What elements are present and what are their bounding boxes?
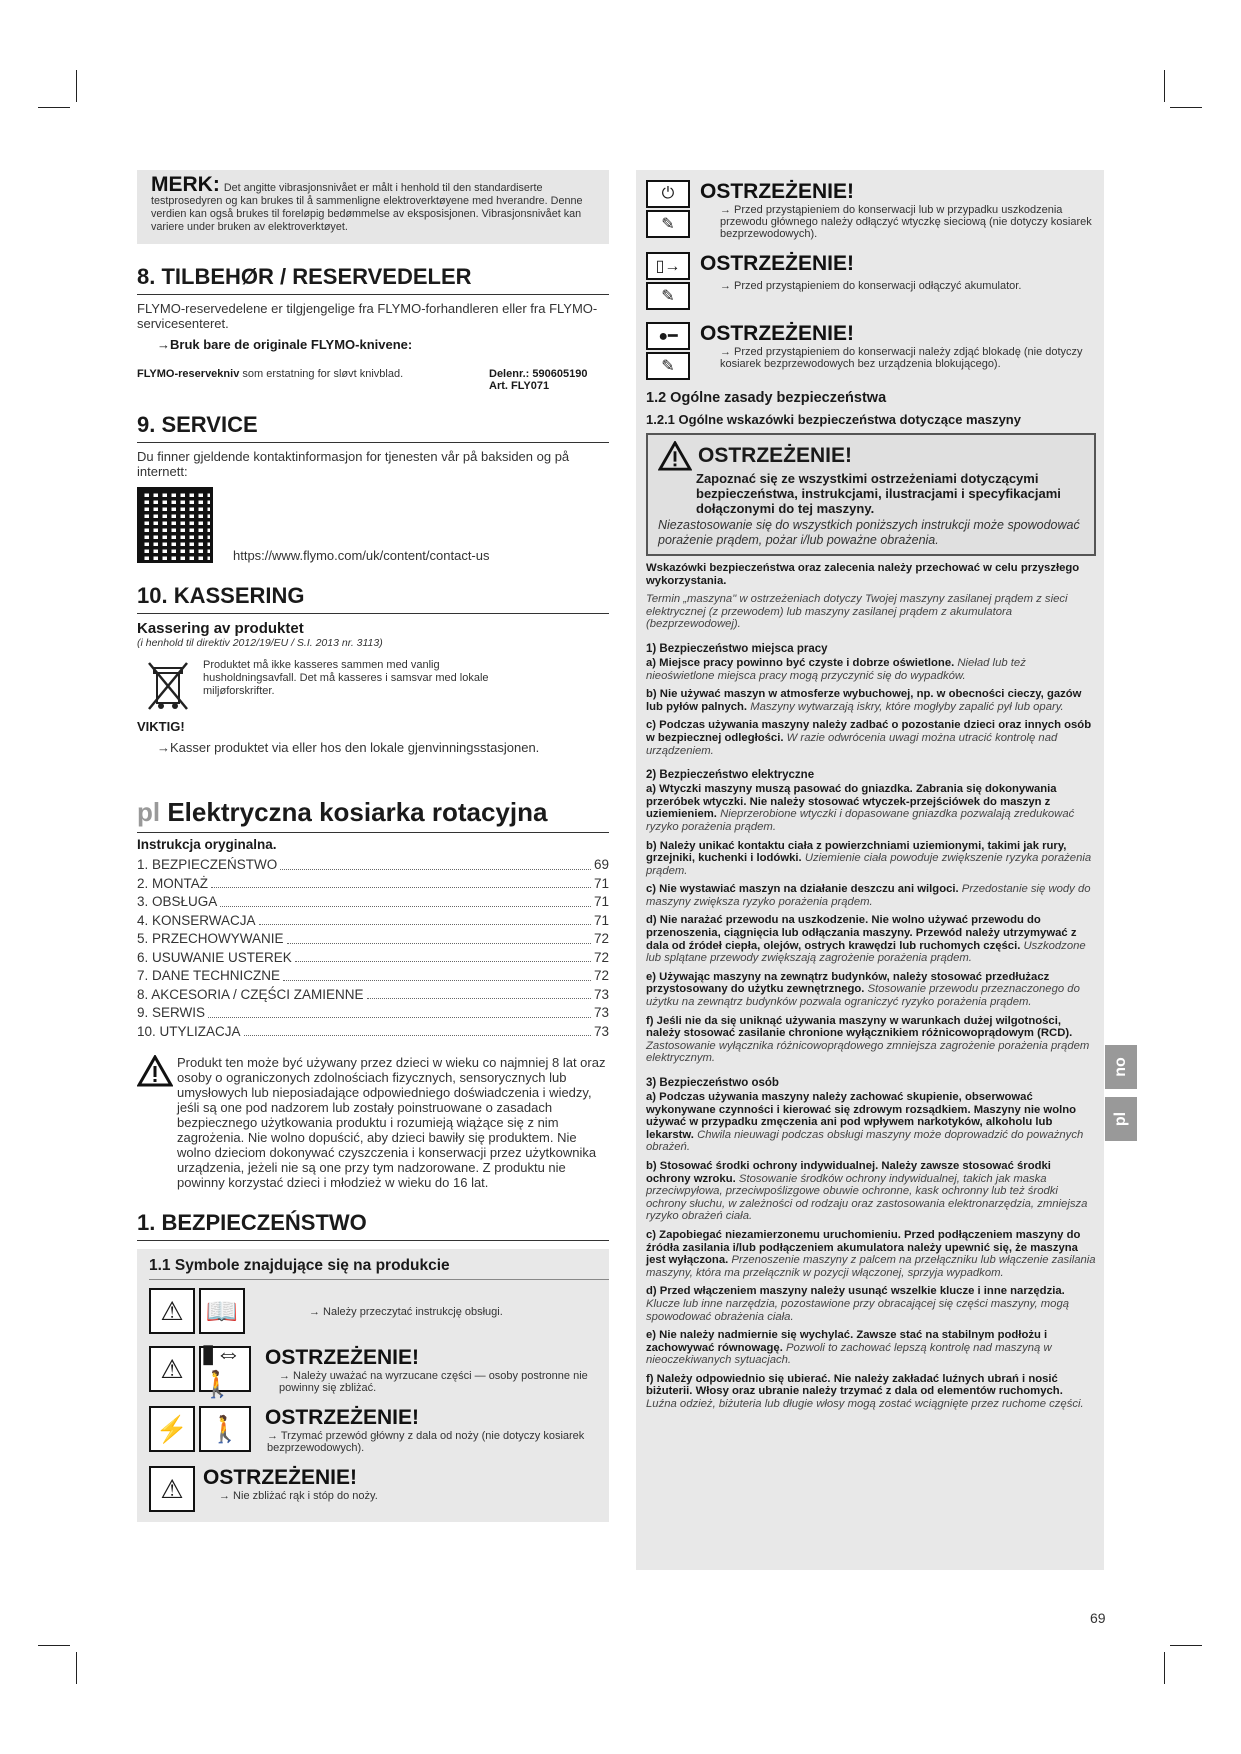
toc-leader	[295, 949, 591, 963]
p3d-italic: Klucze lub inne narzędzia, pozostawione przy obracającej się części maszyny, mogą spowodować obrażenia ciała.	[646, 1297, 1070, 1323]
p3b-bold: b) Stosować środki ochrony indywidualnej. Należy zawsze stosować środki ochrony wzroku.	[646, 1159, 1051, 1185]
general-warning-title: OSTRZEŻENIE!	[698, 444, 853, 467]
p3e-italic: Pozwoli to zachować lepszą kontrolę nad maszyną w nieoczekiwanych sytuacjach.	[646, 1341, 1052, 1367]
original-instructions: Instrukcja oryginalna.	[137, 837, 277, 852]
crop-mark	[38, 107, 70, 108]
crop-mark	[1170, 107, 1202, 108]
right-warning-1: OSTRZEŻENIE!	[700, 180, 855, 203]
toc-page: 73	[593, 986, 609, 1002]
section-8-title: 8. TILBEHØR / RESERVEDELER	[137, 264, 609, 295]
p1a-bold: a) Miejsce pracy powinno być czyste i dobrze oświetlone.	[646, 656, 955, 669]
section-9-title: 9. SERVICE	[137, 412, 609, 443]
disposal-directive: (i henhold til direktiv 2012/19/EU / S.I. 2013 nr. 3113)	[137, 637, 383, 649]
unplug-icon: ⏻	[646, 180, 690, 208]
keep-cable-away-icon: 🚶	[199, 1406, 251, 1452]
general-warning-italic: Niezastosowanie się do wszystkich poniższych instrukcji może spowodować porażenie prądem, pożar i/lub poważne obrażenia.	[658, 518, 1080, 547]
thrown-objects-icon: ⚠	[149, 1346, 195, 1392]
warning-triangle-icon	[658, 441, 692, 471]
disposal-arrow: →Kasser produktet via eller hos den lokale gjenvinningsstasjonen.	[157, 740, 540, 755]
general-warning-bold: Zapoznać się ze wszystkimi ostrzeżeniami dotyczącymi bezpieczeństwa, instrukcjami, ilustracjami i specyfikacjami dołączonymi do tej maszyny.	[696, 471, 1061, 516]
electric-shock-icon: ⚡	[149, 1406, 195, 1452]
p2f-italic: Zastosowanie wyłącznika różnicowoprądowego zmniejsza zagrożenie porażenia prądem elektrycznym.	[646, 1039, 1090, 1065]
crop-mark	[1164, 70, 1165, 102]
toc-item[interactable]	[137, 986, 609, 1005]
right-warning-3-text: → Przed przystąpieniem do konserwacji należy zdjąć blokadę (nie dotyczy kosiarek bezprzewodowych bez urządzenia blokującego).	[720, 346, 1083, 370]
toc-page: 73	[593, 1005, 609, 1020]
p1a-italic: Nieład lub też nieoświetlone miejsca pracy mogą przyczynić się do wypadków.	[646, 656, 1026, 682]
toc-leader	[283, 967, 591, 981]
section-9-text: Du finner gjeldende kontaktinformasjon for tjenesten vår på baksiden og på internett:	[137, 449, 570, 479]
toc-item[interactable]	[137, 893, 609, 912]
key-remove-icon: ●━	[646, 322, 690, 350]
p2c-bold: c) Nie wystawiać maszyn na działanie deszczu ani wilgoci.	[646, 883, 959, 896]
toc-leader	[280, 856, 591, 870]
general-warning-box	[646, 433, 1096, 556]
symbols-box	[137, 1249, 609, 1522]
keep-instructions: Wskazówki bezpieczeństwa oraz zalecenia należy przechować w celu przyszłego wykorzystania.	[646, 562, 1080, 587]
toc-page: 71	[593, 894, 609, 909]
children-warning: Produkt ten może być używany przez dzieci w wieku co najmniej 8 lat oraz osoby o ograniczonych zdolnościach fizycznych, sensorycznych lub umysłowych lub nieposiadające odpowiedniego doświadczenia i wiedzy, jeśli są one pod nadzorem lub zostały poinstruowane o zasadach bezpiecznego użytkowania produktu i rozumieją wiążące się z nim zagrożenia. Nie wolno dopuścić, aby dzieci bawiły się produktem. Nie wolno dzieciom dokonywać czyszczenia i konserwacji przez użytkownika urządzenia, jeżeli nie są one przy tym nadzorowane. Z produktu nie powinny korzystać dzieci i młodzież w wieku do 16 lat.	[177, 1055, 606, 1190]
maintenance-icon: ✎	[646, 352, 690, 380]
blade-hazard-icon: ⚠	[149, 1466, 195, 1512]
symbols-title: 1.1 Symbole znajdujące się na produkcie	[149, 1257, 609, 1280]
p2c-italic: Przedostanie się wody do maszyny zwiększa ryzyko porażenia prądem.	[646, 883, 1091, 908]
heading-workplace: 1) Bezpieczeństwo miejsca pracy	[646, 642, 828, 655]
toc-item[interactable]	[137, 912, 609, 931]
p3b-italic: Stosowanie środków ochrony indywidualnej, takich jak maska przeciwpyłowa, przeciwpoślizgowe obuwie ochronne, kask ochronny lub też środki ochrony słuchu, w zależności od rodzaju oraz zastosowania elektronarzędzia, zmniejsza ryzyko obrażeń ciała.	[646, 1172, 1088, 1223]
toc-leader	[208, 1004, 591, 1018]
toc-item[interactable]	[137, 875, 609, 894]
p2b-bold: b) Należy unikać kontaktu ciała z powierzchniami uziemionymi, takimi jak rury, grzejniki, kuchenki i lodówki.	[646, 839, 1067, 865]
disposal-subtitle: Kassering av produktet	[137, 620, 304, 637]
heading-electrical: 2) Bezpieczeństwo elektryczne	[646, 769, 815, 782]
p3a-bold: a) Podczas używania maszyny należy zachować skupienie, obserwować wykonywane czynności i kierować się zdrowym rozsądkiem. Maszyny nie wolno używać w przypadku zmęczenia ani pod wpływem narkotyków, alkoholu lub lekarstw.	[646, 1091, 1077, 1141]
service-url[interactable]: https://www.flymo.com/uk/content/contact-us	[233, 548, 490, 563]
bystanders-distance-icon: ▮⇔🚶	[199, 1346, 251, 1392]
toc-leader	[211, 875, 591, 889]
section-8-arrow: →Bruk bare de originale FLYMO-knivene:	[157, 337, 413, 352]
toc-page: 72	[593, 931, 609, 946]
toc-label: 7. DANE TECHNICZNE	[137, 968, 281, 983]
machine-term: Termin „maszyna" w ostrzeżeniach dotyczy Twojej maszyny zasilanej prądem z sieci elektrycznej (z przewodem) lub maszyny zasilanej prądem z akumulatora (bezprzewodowej).	[646, 593, 1068, 631]
toc-label: 9. SERWIS	[137, 1005, 206, 1020]
maintenance-icon: ✎	[646, 210, 690, 238]
p2a-bold: a) Wtyczki maszyny muszą pasować do gniazdka. Zabrania się dokonywania przeróbek wtyczki. Nie należy stosować wtyczek-przejściówek do maszyn z uziemieniem.	[646, 783, 1057, 821]
toc-page: 71	[593, 912, 609, 928]
p1c-bold: c) Podczas używania maszyny należy zadbać o pozostanie dzieci oraz innych osób w bezpiecznej odległości.	[646, 719, 1092, 744]
toc-label: 5. PRZECHOWYWANIE	[137, 931, 284, 946]
p3e-bold: e) Nie należy nadmiernie się wychylać. Zawsze stać na stabilnym podłożu i zachowywać równowagę.	[646, 1329, 1048, 1354]
symbol-2-warning: OSTRZEŻENIE!	[265, 1346, 420, 1369]
battery-remove-icon: ▯→	[646, 252, 690, 280]
right-column	[636, 170, 1104, 1570]
p2b-italic: Uziemienie ciała powoduje zwiększenie ryzyka porażenia prądem.	[646, 852, 1092, 877]
part-desc: som erstatning for sløvt knivblad.	[242, 368, 404, 380]
warning-triangle-icon	[137, 1055, 173, 1087]
section-1-title: 1. BEZPIECZEŃSTWO	[137, 1210, 609, 1241]
toc-leader	[367, 986, 591, 1000]
left-column	[137, 170, 609, 1522]
toc-page: 73	[593, 1023, 609, 1039]
symbol-1-text: → Należy przeczytać instrukcję obsługi.	[309, 1306, 503, 1318]
viktig-label: VIKTIG!	[137, 719, 185, 734]
pl-title-text: Elektryczna kosiarka rotacyjna	[167, 797, 548, 827]
toc-leader	[287, 930, 591, 944]
right-warning-1-text: → Przed przystąpieniem do konserwacji lub w przypadku uszkodzenia przewodu głównego należy odłączyć wtyczkę sieciową (nie dotyczy kosiarek bezprzewodowych).	[720, 204, 1092, 240]
lang-code: pl	[137, 797, 161, 827]
toc-label: 3. OBSŁUGA	[137, 894, 218, 909]
spare-part-row	[137, 368, 609, 392]
p3d-bold: d) Przed włączeniem maszyny należy usunąć wszelkie klucze i inne narzędzia.	[646, 1285, 1065, 1298]
read-manual-icon: 📖	[199, 1288, 245, 1334]
toc-item[interactable]	[137, 949, 609, 968]
merk-note	[137, 170, 609, 244]
toc-label: 8. AKCESORIA / CZĘŚCI ZAMIENNE	[137, 986, 364, 1002]
section-1-2-1-title: 1.2.1 Ogólne wskazówki bezpieczeństwa dotyczące maszyny	[646, 412, 1021, 427]
warning-icon: ⚠	[149, 1288, 195, 1334]
crop-mark	[38, 1645, 70, 1646]
p2e-bold: e) Używając maszyny na zewnątrz budynków, należy stosować przedłużacz przystosowany do użytku zewnętrznego.	[646, 970, 1050, 996]
p2f-bold: f) Jeśli nie da się uniknąć używania maszyny w warunkach dużej wilgotności, należy stosować zasilanie chronione wyłącznikiem różnicowoprądowym (RCD).	[646, 1014, 1073, 1040]
p3c-bold: c) Zapobiegać niezamierzonemu uruchomieniu. Przed podłączeniem maszyny do źródła zasilania i/lub podłączeniem akumulatora należy upewnić się, że maszyna jest wyłączona.	[646, 1228, 1081, 1267]
crop-mark	[1170, 1645, 1202, 1646]
tab-no[interactable]: no	[1105, 1045, 1137, 1089]
toc-item[interactable]	[137, 856, 609, 875]
disposal-text: Produktet må ikke kasseres sammen med vanlig husholdningsavfall. Det må kasseres i samsvar med lokale miljøforskrifter.	[203, 659, 489, 697]
heading-personal: 3) Bezpieczeństwo osób	[646, 1077, 779, 1089]
toc-item[interactable]	[137, 1004, 609, 1023]
symbol-3-text: → Trzymać przewód główny z dala od noży (nie dotyczy kosiarek bezprzewodowych).	[267, 1430, 585, 1454]
section-1-2-title: 1.2 Ogólne zasady bezpieczeństwa	[646, 390, 887, 406]
toc-item[interactable]	[137, 1023, 609, 1042]
toc-leader	[244, 1023, 591, 1037]
right-warning-3: OSTRZEŻENIE!	[700, 322, 855, 345]
toc-label: 1. BEZPIECZEŃSTWO	[137, 857, 278, 872]
crop-mark	[76, 1652, 77, 1684]
crop-mark	[1164, 1652, 1165, 1684]
qr-code-icon	[137, 487, 213, 563]
p3f-italic: Luźna odzież, biżuteria lub długie włosy mogą zostać wciągnięte przez ruchome części.	[646, 1398, 1084, 1411]
right-warning-2: OSTRZEŻENIE!	[700, 252, 855, 275]
right-warning-2-text: → Przed przystąpieniem do konserwacji odłączyć akumulator.	[720, 280, 1022, 292]
symbol-2-text: → Należy uważać na wyrzucane części — osoby postronne nie powinny się zbliżać.	[279, 1370, 588, 1394]
section-10-title: 10. KASSERING	[137, 583, 609, 614]
p2e-italic: Stosowanie przewodu przeznaczonego do użytku na zewnątrz budynków pozwala ograniczyć ryzyko porażenia prądem.	[646, 983, 1080, 1009]
p2a-italic: Nieprzerobione wtyczki i dopasowane gniazdka pozwalają zredukować ryzyko porażenia prądem.	[646, 808, 1075, 833]
p1b-bold: b) Nie używać maszyn w atmosferze wybuchowej, np. w obecności cieczy, gazów lub pyłów palnych.	[646, 688, 1082, 713]
toc-label: 2. MONTAŻ	[137, 875, 209, 891]
crossed-bin-icon	[145, 659, 191, 713]
part-number: Delenr.: 590605190	[489, 368, 588, 380]
p1c-italic: W razie odwrócenia uwagi można utracić kontrolę nad urządzeniem.	[646, 731, 1058, 757]
art-number: Art. FLY071	[489, 380, 550, 392]
section-8-text: FLYMO-reservedelene er tilgjengelige fra FLYMO-forhandleren eller fra FLYMO-servicesenteret.	[137, 301, 598, 331]
toc-page: 72	[593, 968, 609, 983]
part-name: FLYMO-reservekniv	[137, 368, 240, 380]
merk-label: MERK:	[151, 173, 220, 196]
toc-page: 71	[593, 875, 609, 891]
p3c-italic: Przenoszenie maszyny z palcem na przełączniku lub włączenie zasilania maszyny, która ma przełącznik w pozycji włączonej, sprzyja wypadkom.	[646, 1254, 1096, 1279]
symbol-4-text: → Nie zbliżać rąk i stóp do noży.	[219, 1490, 378, 1502]
table-of-contents	[137, 856, 609, 1041]
maintenance-icon: ✎	[646, 282, 690, 310]
p2d-bold: d) Nie narażać przewodu na uszkodzenie. Nie wolno używać przewodu do przenoszenia, ciągnięcia lub odłączania maszyny. Przewód należy utrzymywać z dala od źródeł ciepła, olejów, ostrych krawędzi lub ruchomych części.	[646, 914, 1077, 952]
toc-label: 6. USUWANIE USTEREK	[137, 949, 292, 965]
p3f-bold: f) Należy odpowiednio się ubierać. Nie należy zakładać luźnych ubrań i nosić biżuterii. Włosy oraz ubranie należy trzymać z dala od elementów ruchomych.	[646, 1372, 1063, 1398]
p2d-italic: Uszkodzone lub splątane przewody zwiększają zagrożenie porażenia prądem.	[646, 939, 1086, 965]
toc-leader	[259, 912, 591, 926]
toc-item[interactable]	[137, 967, 609, 986]
merk-text: Det angitte vibrasjonsnivået er målt i henhold til den standardiserte testprosedyren og kan brukes til å sammenligne elektroverktøyene med hverandre. Denne verdien kan også brukes til foreløpig bedømmelse av eksposisjonen. Vibrasjonsnivået kan variere under bruken av elektroverktøyet.	[151, 182, 583, 233]
page-number: 69	[1090, 1610, 1106, 1626]
toc-leader	[220, 893, 591, 907]
p3a-italic: Chwila nieuwagi podczas obsługi maszyny może doprowadzić do poważnych obrażeń.	[646, 1128, 1084, 1154]
toc-page: 72	[593, 949, 609, 965]
tab-pl[interactable]: pl	[1105, 1097, 1137, 1141]
toc-label: 4. KONSERWACJA	[137, 912, 256, 928]
p1b-italic: Maszyny wytwarzają iskry, które mogłyby zapalić pył lub opary.	[750, 700, 1064, 713]
toc-label: 10. UTYLIZACJA	[137, 1023, 241, 1039]
pl-title	[137, 797, 609, 833]
toc-item[interactable]	[137, 930, 609, 949]
symbol-3-warning: OSTRZEŻENIE!	[265, 1406, 420, 1429]
crop-mark	[76, 70, 77, 102]
toc-page: 69	[593, 857, 609, 872]
symbol-4-warning: OSTRZEŻENIE!	[203, 1466, 358, 1489]
